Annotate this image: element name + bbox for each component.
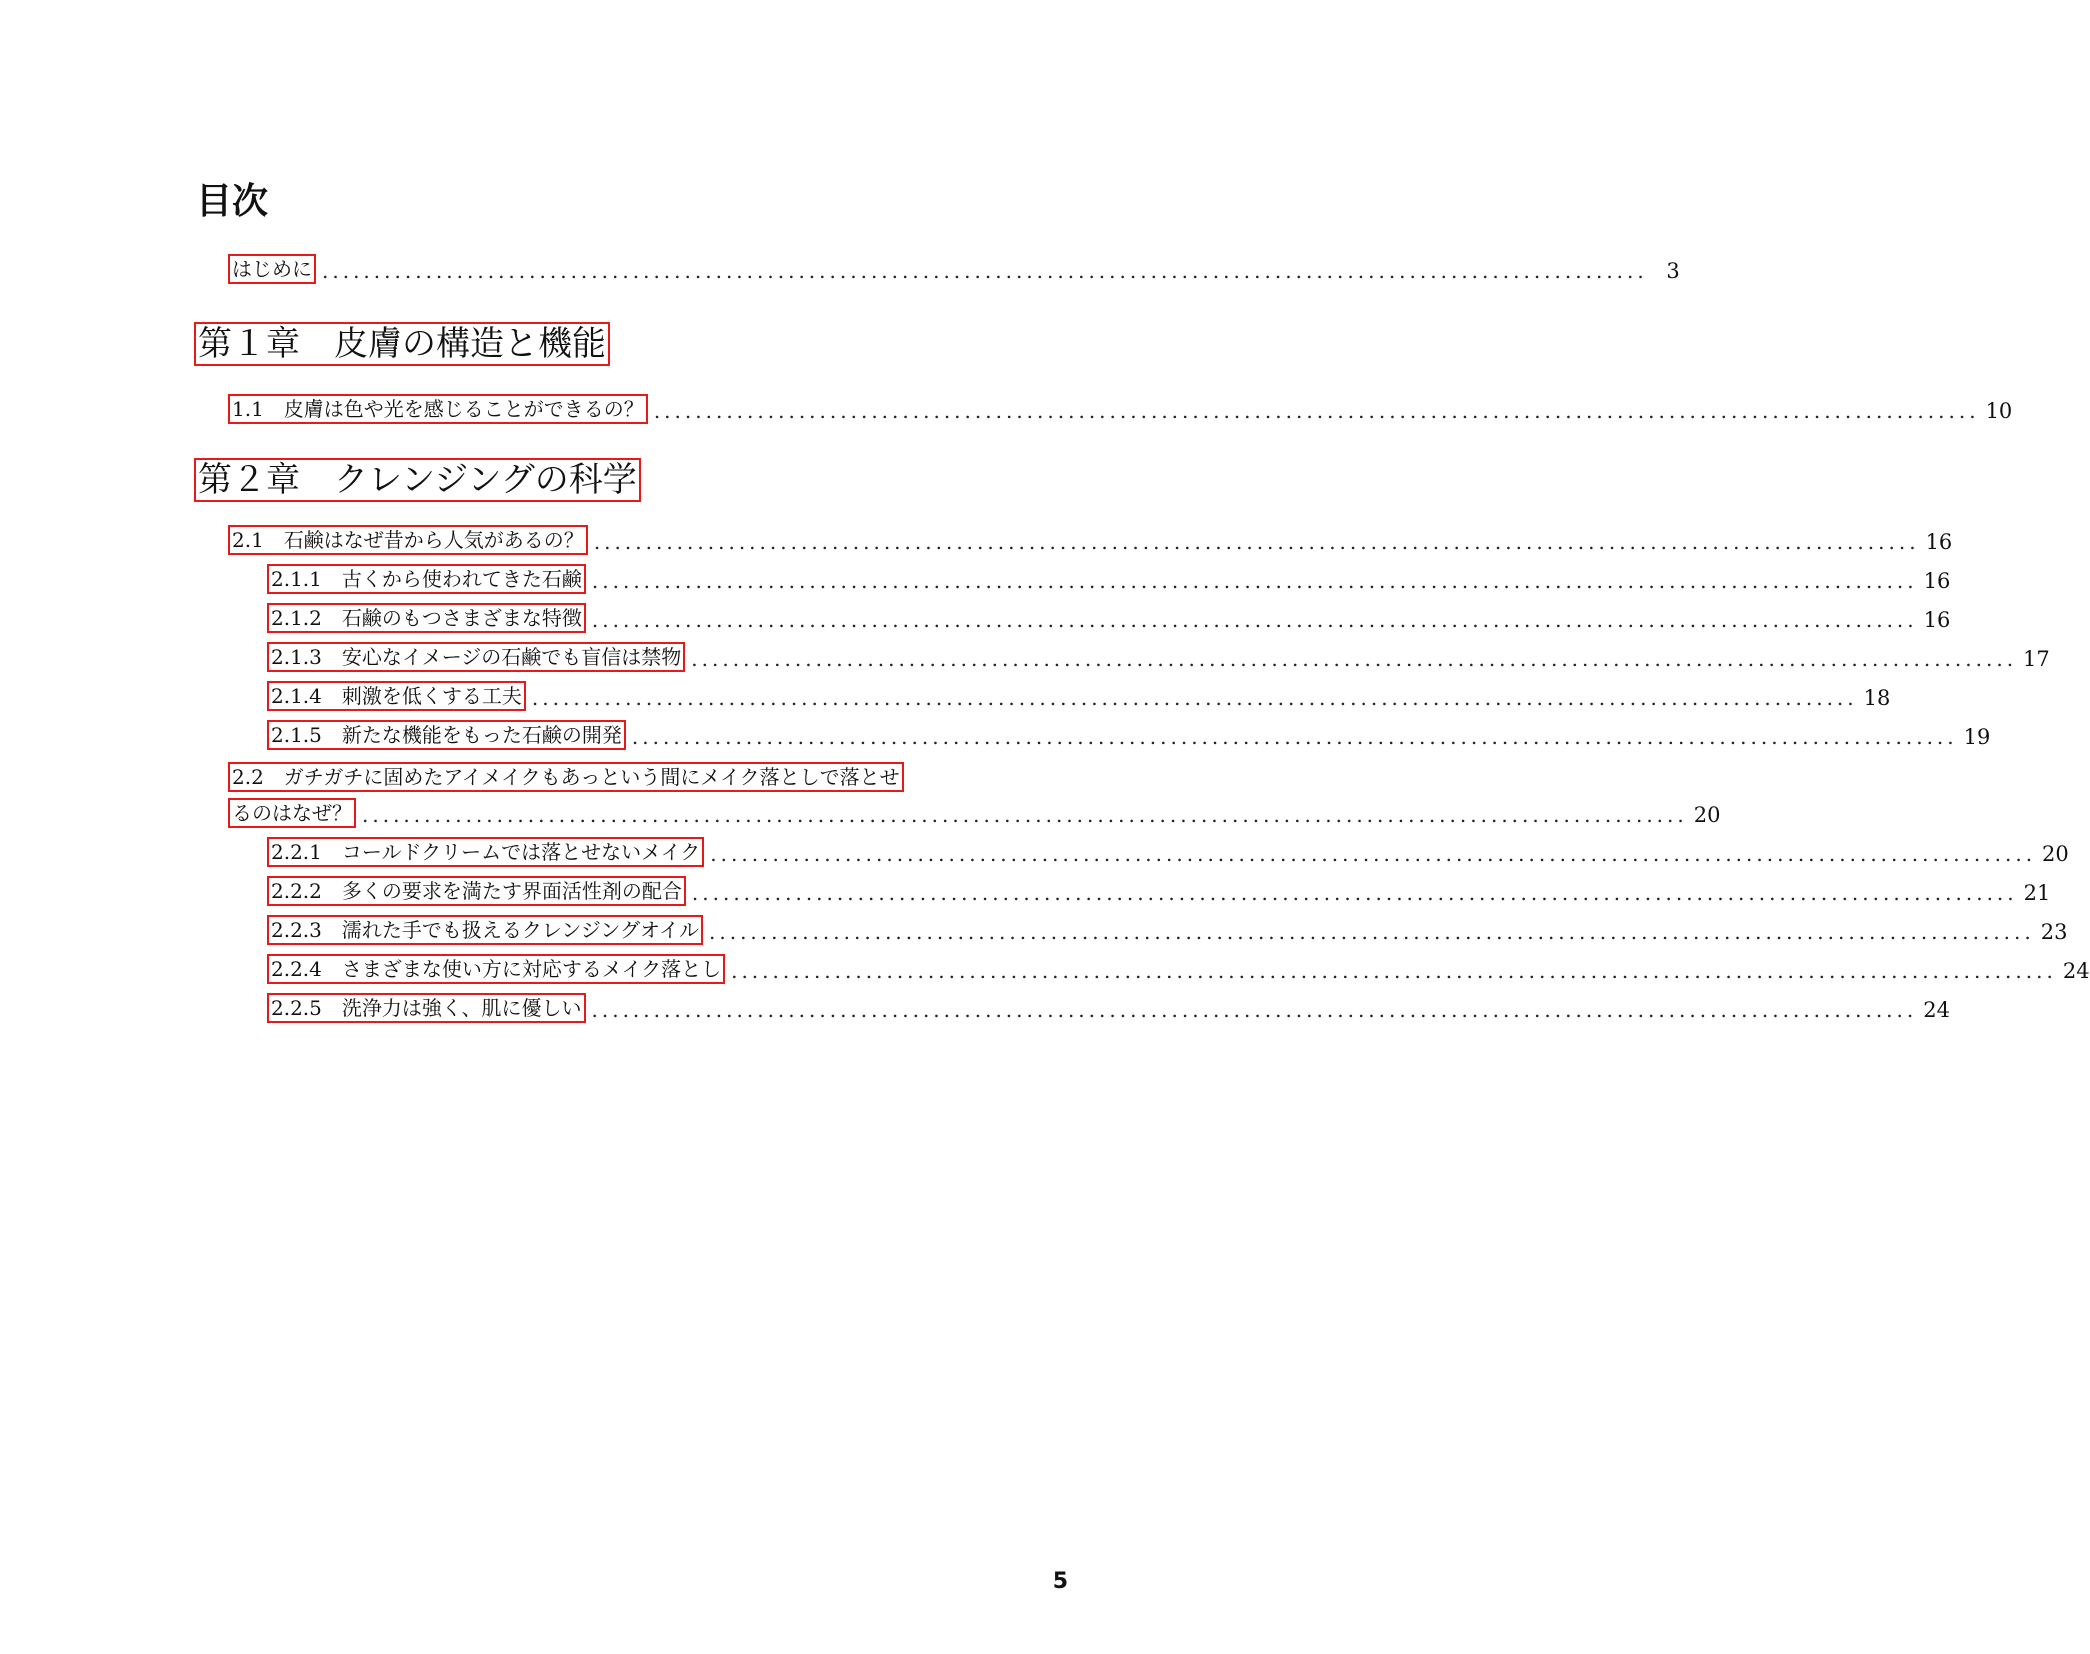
dot-leader: ................................................................................................................................	[731, 959, 2057, 983]
toc-page-number: 17	[2023, 647, 2050, 671]
toc-entry-2-2-1[interactable]	[267, 837, 2069, 867]
toc-page-number: 19	[1963, 725, 1991, 749]
dot-leader: ................................................................................................................................	[709, 920, 2035, 944]
toc-entry-label[interactable]: 2.1.1 古くから使われてきた石鹸	[267, 564, 586, 594]
toc-page-number: 24	[1923, 998, 1950, 1022]
toc-entry-label[interactable]: 2.2.3 濡れた手でも扱えるクレンジングオイル	[267, 915, 703, 945]
chapter-heading-1[interactable]: 第１章 皮膚の構造と機能	[194, 322, 610, 366]
toc-page-number: 16	[1923, 608, 1951, 632]
toc-page-number: 23	[2040, 920, 2068, 944]
dot-leader: ................................................................................................................................	[653, 399, 1980, 423]
toc-entry-label[interactable]: はじめに	[228, 254, 316, 284]
toc-entry-2-1-3[interactable]	[267, 642, 2050, 672]
toc-entry-label[interactable]: 2.1.3 安心なイメージの石鹸でも盲信は禁物	[267, 642, 685, 672]
toc-entry-2-1-2[interactable]	[267, 603, 1951, 633]
toc-entry-2-2[interactable]	[228, 798, 1721, 828]
toc-entry-label[interactable]: 2.2.1 コールドクリームでは落とせないメイク	[267, 837, 704, 867]
toc-page-number: 20	[2042, 842, 2069, 866]
toc-entry-label[interactable]: 2.2.5 洗浄力は強く、肌に優しい	[267, 993, 586, 1023]
toc-page-number: 16	[1923, 569, 1951, 593]
toc-entry-2-2-line1[interactable]: 2.2 ガチガチに固めたアイメイクもあっという間にメイク落としで落とせ	[228, 762, 904, 792]
toc-title: 目次	[196, 181, 269, 222]
dot-leader: ................................................................................................................................	[691, 647, 2018, 671]
toc-entry-label[interactable]: 2.1.4 刺激を低くする工夫	[267, 681, 526, 711]
toc-page-number: 10	[1985, 399, 2013, 423]
dot-leader: ................................................................................................................................	[591, 998, 1918, 1022]
toc-entry-label[interactable]: 2.1.5 新たな機能をもった石鹸の開発	[267, 720, 626, 750]
dot-leader: ................................................................................................................................	[710, 842, 2037, 866]
toc-page-number: 21	[2023, 881, 2051, 905]
toc-entry-label[interactable]: 2.1 石鹸はなぜ昔から人気があるの？	[228, 525, 588, 555]
toc-page-number: 3	[1666, 259, 1680, 283]
toc-entry-label[interactable]: 1.1 皮膚は色や光を感じることができるの？	[228, 394, 648, 424]
toc-entry-label[interactable]: るのはなぜ？	[228, 798, 356, 828]
toc-entry-2-1-1[interactable]	[267, 564, 1951, 594]
toc-entry-2-1-5[interactable]	[267, 720, 1991, 750]
toc-page-number: 18	[1863, 686, 1891, 710]
toc-entry-2-1[interactable]	[228, 525, 1953, 555]
page-number: 5	[1052, 1569, 1068, 1594]
toc-entry-label[interactable]: 2.2.2 多くの要求を満たす界面活性剤の配合	[267, 876, 686, 906]
toc-page-number: 20	[1693, 803, 1721, 827]
dot-leader: ................................................................................................................................	[591, 569, 1918, 593]
toc-entry-2-2-5[interactable]	[267, 993, 1950, 1023]
toc-entry-2-2-4[interactable]	[267, 954, 2090, 984]
dot-leader: ................................................................................................................................	[691, 881, 2018, 905]
chapter-heading-2[interactable]: 第２章 クレンジングの科学	[194, 458, 641, 502]
toc-entry-2-2-2[interactable]	[267, 876, 2051, 906]
toc-entry-label[interactable]: 2.2.4 さまざまな使い方に対応するメイク落とし	[267, 954, 725, 984]
toc-entry-2-2-3[interactable]	[267, 915, 2068, 945]
dot-leader: ................................................................................................................................	[322, 259, 1648, 283]
dot-leader: ................................................................................................................................	[593, 530, 1920, 554]
dot-leader: ................................................................................................................................	[362, 803, 1688, 827]
toc-entry-2-1-4[interactable]	[267, 681, 1891, 711]
toc-entry-intro[interactable]	[228, 254, 1680, 284]
toc-page-number: 24	[2062, 959, 2090, 983]
toc-entry-1-1[interactable]	[228, 394, 2013, 424]
toc-entry-label[interactable]: 2.1.2 石鹸のもつさまざまな特徴	[267, 603, 586, 633]
dot-leader: ................................................................................................................................	[631, 725, 1958, 749]
dot-leader: ................................................................................................................................	[591, 608, 1918, 632]
dot-leader: ................................................................................................................................	[531, 686, 1858, 710]
toc-page-number: 16	[1925, 530, 1953, 554]
